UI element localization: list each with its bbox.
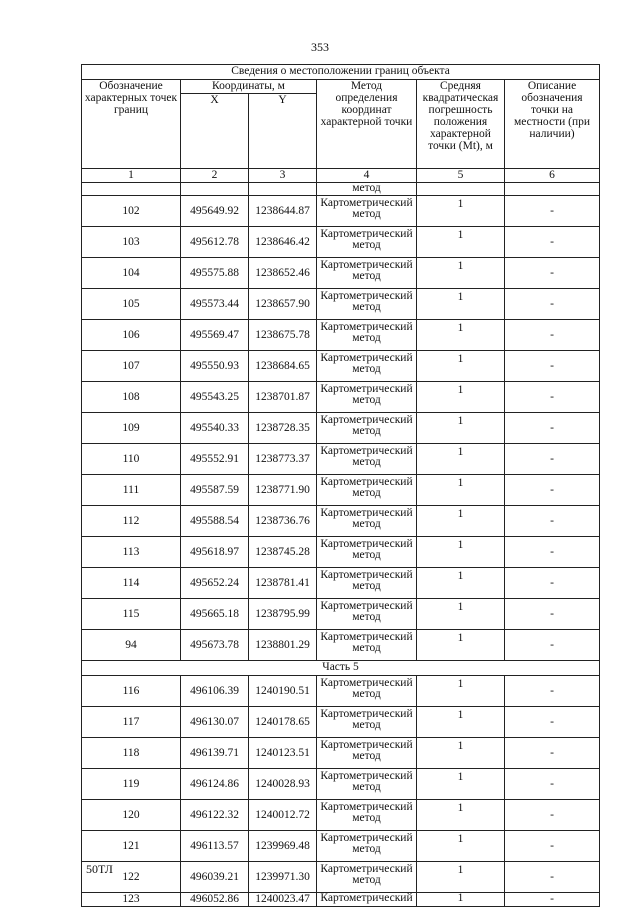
method-cell: [317, 862, 417, 893]
mt-value: 1: [417, 351, 505, 382]
method-line2: метод: [352, 549, 381, 561]
method-line1: Картометрический: [320, 708, 413, 720]
table-row: [82, 258, 600, 289]
header-coords: Координаты, м: [181, 80, 317, 94]
description: -: [505, 196, 600, 227]
description: -: [505, 738, 600, 769]
point-id: 114: [82, 568, 181, 599]
column-numbers-row: [82, 169, 600, 183]
point-id: 112: [82, 506, 181, 537]
coord-x: 495552.91: [181, 444, 249, 475]
point-id: 121: [82, 831, 181, 862]
mt-value: 1: [417, 196, 505, 227]
mt-value: 1: [417, 862, 505, 893]
coord-x: 495665.18: [181, 599, 249, 630]
method-cell: [317, 351, 417, 382]
description: -: [505, 351, 600, 382]
method-line2: метод: [352, 518, 381, 530]
coord-y: 1240178.65: [249, 707, 317, 738]
method-line2: метод: [352, 301, 381, 313]
mt-value: 1: [417, 769, 505, 800]
coord-y: 1238781.41: [249, 568, 317, 599]
coord-x: 496139.71: [181, 738, 249, 769]
method-line2: метод: [352, 425, 381, 437]
point-id: 111: [82, 475, 181, 506]
coord-y: 1238773.37: [249, 444, 317, 475]
description: -: [505, 769, 600, 800]
table-row: [82, 475, 600, 506]
table-row: [82, 196, 600, 227]
point-id: 119: [82, 769, 181, 800]
method-cell: [317, 258, 417, 289]
table-row: [82, 382, 600, 413]
method-line1: Картометрический: [320, 801, 413, 813]
description: -: [505, 227, 600, 258]
mt-value: 1: [417, 738, 505, 769]
mt-value: 1: [417, 320, 505, 351]
page-number: 353: [311, 40, 329, 54]
point-id: 110: [82, 444, 181, 475]
mt-value: 1: [417, 258, 505, 289]
table-row: [82, 227, 600, 258]
point-id: 104: [82, 258, 181, 289]
point-id: 113: [82, 537, 181, 568]
table-row: [82, 831, 600, 862]
coord-x: 495588.54: [181, 506, 249, 537]
method-line1: Картометрический: [320, 892, 413, 904]
table-row: [82, 769, 600, 800]
point-id: 123: [82, 893, 181, 907]
table-row: [82, 676, 600, 707]
coord-x: 495612.78: [181, 227, 249, 258]
header-mt: Средняя квадратическая погрешность положения характерной точки (Mt), м: [417, 80, 505, 169]
method-cell: [317, 676, 417, 707]
description: -: [505, 893, 600, 907]
method-line2: метод: [352, 487, 381, 499]
coord-x: 496052.86: [181, 893, 249, 907]
mt-value: 1: [417, 831, 505, 862]
point-id: 116: [82, 676, 181, 707]
description: -: [505, 506, 600, 537]
continuation-method: метод: [317, 183, 417, 196]
coord-y: 1238701.87: [249, 382, 317, 413]
coord-y: 1240023.47: [249, 893, 317, 907]
coord-y: 1240012.72: [249, 800, 317, 831]
mt-value: 1: [417, 506, 505, 537]
coord-x: 495569.47: [181, 320, 249, 351]
coord-y: 1238801.29: [249, 630, 317, 661]
description: -: [505, 320, 600, 351]
description: -: [505, 707, 600, 738]
method-line1: Картометрический: [320, 259, 413, 271]
method-cell: [317, 382, 417, 413]
method-cell: [317, 831, 417, 862]
method-line2: метод: [352, 642, 381, 654]
method-line2: метод: [352, 688, 381, 700]
method-line1: Картометрический: [320, 600, 413, 612]
column-number: 2: [181, 169, 249, 183]
mt-value: 1: [417, 227, 505, 258]
coord-y: 1238646.42: [249, 227, 317, 258]
method-cell: [317, 707, 417, 738]
coord-x: 496106.39: [181, 676, 249, 707]
method-cell: [317, 320, 417, 351]
description: -: [505, 831, 600, 862]
header-row: [82, 80, 600, 94]
part-label: Часть 5: [82, 661, 600, 676]
method-line2: метод: [352, 239, 381, 251]
method-line1: Картометрический: [320, 863, 413, 875]
mt-value: 1: [417, 568, 505, 599]
method-cell: [317, 769, 417, 800]
table-row: [82, 707, 600, 738]
footer-code: 50ТЛ: [86, 862, 113, 876]
point-id: 109: [82, 413, 181, 444]
method-cell: [317, 444, 417, 475]
coord-x: 496122.32: [181, 800, 249, 831]
method-line1: Картометрический: [320, 352, 413, 364]
method-line2: метод: [352, 843, 381, 855]
method-line2: метод: [352, 719, 381, 731]
coord-y: 1238657.90: [249, 289, 317, 320]
method-cell: [317, 475, 417, 506]
coord-y: 1238644.87: [249, 196, 317, 227]
coord-x: 495652.24: [181, 568, 249, 599]
method-line2: метод: [352, 208, 381, 220]
mt-value: 1: [417, 800, 505, 831]
mt-value: 1: [417, 475, 505, 506]
boundary-table: [81, 64, 600, 907]
column-number: 5: [417, 169, 505, 183]
mt-value: 1: [417, 599, 505, 630]
table-row: [82, 599, 600, 630]
table-caption: Сведения о местоположении границ объекта: [82, 65, 600, 80]
table-row: [82, 351, 600, 382]
method-line2: метод: [352, 750, 381, 762]
method-cell: [317, 537, 417, 568]
description: -: [505, 289, 600, 320]
method-line1: Картометрический: [320, 569, 413, 581]
point-id: 106: [82, 320, 181, 351]
method-line2: метод: [352, 812, 381, 824]
method-line2: метод: [352, 611, 381, 623]
coord-y: 1238795.99: [249, 599, 317, 630]
description: -: [505, 630, 600, 661]
description: -: [505, 537, 600, 568]
coord-y: 1238771.90: [249, 475, 317, 506]
method-line1: Картометрический: [320, 677, 413, 689]
coord-x: 496113.57: [181, 831, 249, 862]
coord-y: 1238736.76: [249, 506, 317, 537]
mt-value: 1: [417, 893, 505, 907]
method-line2: метод: [352, 874, 381, 886]
table-row: [82, 537, 600, 568]
table-row: [82, 320, 600, 351]
method-cell: [317, 630, 417, 661]
method-line2: метод: [352, 781, 381, 793]
method-line1: Картометрический: [320, 383, 413, 395]
coord-y: 1238684.65: [249, 351, 317, 382]
description: -: [505, 413, 600, 444]
coord-x: 496039.21: [181, 862, 249, 893]
method-line1: Картометрический: [320, 739, 413, 751]
table-row: [82, 289, 600, 320]
mt-value: 1: [417, 413, 505, 444]
coord-x: 495649.92: [181, 196, 249, 227]
method-line1: Картометрический: [320, 321, 413, 333]
method-line1: Картометрический: [320, 228, 413, 240]
method-line1: Картометрический: [320, 507, 413, 519]
coord-y: 1240123.51: [249, 738, 317, 769]
coord-y: 1240028.93: [249, 769, 317, 800]
coord-x: 495673.78: [181, 630, 249, 661]
continuation-row: [82, 183, 600, 196]
point-id: 122: [82, 862, 181, 893]
coord-y: 1240190.51: [249, 676, 317, 707]
method-cell: [317, 568, 417, 599]
point-id: 108: [82, 382, 181, 413]
coord-x: 495618.97: [181, 537, 249, 568]
method-line1: Картометрический: [320, 770, 413, 782]
method-cell: [317, 599, 417, 630]
method-cell: [317, 893, 417, 907]
part-row: [82, 661, 600, 676]
point-id: 115: [82, 599, 181, 630]
description: -: [505, 599, 600, 630]
header-point: Обозначение характерных точек границ: [82, 80, 181, 169]
method-cell: [317, 227, 417, 258]
method-line1: Картометрический: [320, 197, 413, 209]
coord-x: 495550.93: [181, 351, 249, 382]
point-id: 103: [82, 227, 181, 258]
coord-x: 495543.25: [181, 382, 249, 413]
header-method: Метод определения координат характерной точки: [317, 80, 417, 169]
method-cell: [317, 289, 417, 320]
table-row: [82, 738, 600, 769]
table-caption-row: [82, 65, 600, 80]
method-line2: метод: [352, 394, 381, 406]
mt-value: 1: [417, 537, 505, 568]
coord-y: 1238728.35: [249, 413, 317, 444]
point-id: 120: [82, 800, 181, 831]
table-body: [82, 65, 600, 907]
method-line2: метод: [352, 332, 381, 344]
coord-y: 1238652.46: [249, 258, 317, 289]
mt-value: 1: [417, 707, 505, 738]
method-cell: [317, 506, 417, 537]
table-row: [82, 506, 600, 537]
method-line1: Картометрический: [320, 631, 413, 643]
description: -: [505, 568, 600, 599]
column-number: 4: [317, 169, 417, 183]
coord-x: 495575.88: [181, 258, 249, 289]
point-id: 107: [82, 351, 181, 382]
table-row: [82, 568, 600, 599]
point-id: 105: [82, 289, 181, 320]
description: -: [505, 475, 600, 506]
table-row: [82, 800, 600, 831]
method-line1: Картометрический: [320, 414, 413, 426]
header-x: X: [181, 94, 249, 169]
point-id: 102: [82, 196, 181, 227]
method-cell: [317, 196, 417, 227]
mt-value: 1: [417, 289, 505, 320]
method-line1: Картометрический: [320, 538, 413, 550]
method-line2: метод: [352, 363, 381, 375]
method-line2: метод: [352, 270, 381, 282]
mt-value: 1: [417, 630, 505, 661]
table-row: [82, 630, 600, 661]
table-row: [82, 444, 600, 475]
coord-x: 496124.86: [181, 769, 249, 800]
table-row: [82, 413, 600, 444]
header-desc: Описание обозначения точки на местности (при наличии): [505, 80, 600, 169]
coord-x: 495587.59: [181, 475, 249, 506]
description: -: [505, 862, 600, 893]
method-line2: метод: [352, 580, 381, 592]
mt-value: 1: [417, 382, 505, 413]
coord-y: 1238745.28: [249, 537, 317, 568]
column-number: 3: [249, 169, 317, 183]
description: -: [505, 382, 600, 413]
header-y: Y: [249, 94, 317, 169]
description: -: [505, 258, 600, 289]
coord-y: 1239971.30: [249, 862, 317, 893]
point-id: 118: [82, 738, 181, 769]
description: -: [505, 444, 600, 475]
point-id: 117: [82, 707, 181, 738]
coord-y: 1238675.78: [249, 320, 317, 351]
table-row: [82, 893, 600, 907]
table-row: [82, 862, 600, 893]
description: -: [505, 800, 600, 831]
method-line1: Картометрический: [320, 476, 413, 488]
coord-x: 495573.44: [181, 289, 249, 320]
column-number: 6: [505, 169, 600, 183]
method-cell: [317, 738, 417, 769]
method-line1: Картометрический: [320, 290, 413, 302]
coord-x: 496130.07: [181, 707, 249, 738]
column-number: 1: [82, 169, 181, 183]
coord-y: 1239969.48: [249, 831, 317, 862]
method-line1: Картометрический: [320, 445, 413, 457]
point-id: 94: [82, 630, 181, 661]
mt-value: 1: [417, 676, 505, 707]
description: -: [505, 676, 600, 707]
coord-x: 495540.33: [181, 413, 249, 444]
method-line1: Картометрический: [320, 832, 413, 844]
method-line2: метод: [352, 456, 381, 468]
method-cell: [317, 413, 417, 444]
method-cell: [317, 800, 417, 831]
mt-value: 1: [417, 444, 505, 475]
